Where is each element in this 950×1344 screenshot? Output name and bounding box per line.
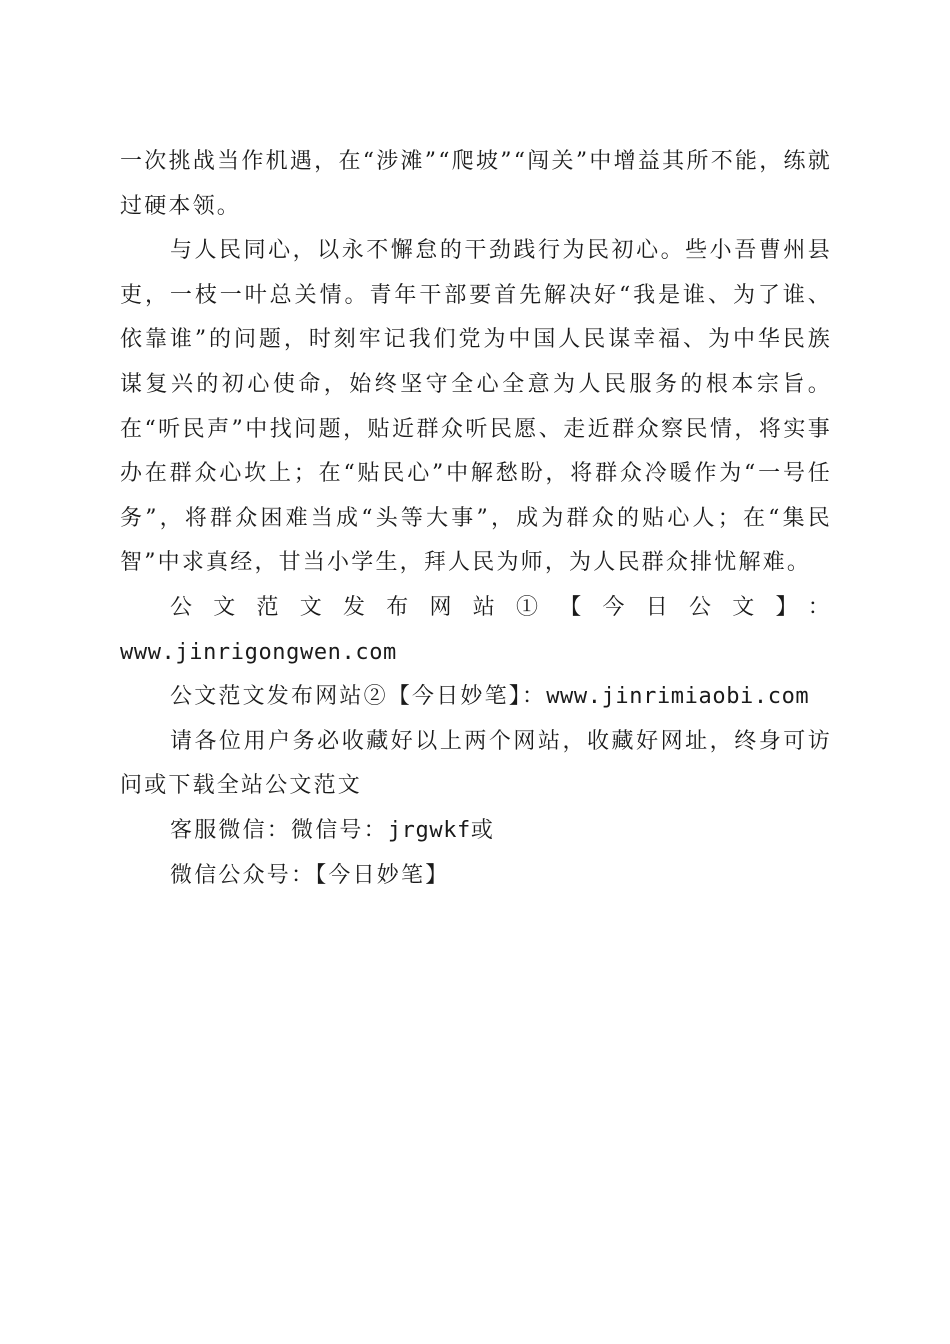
- paragraph-2: 与人民同心，以永不懈怠的干劲践行为民初心。些小吾曹州县吏，一枝一叶总关情。青年干部要首先解决好“我是谁、为了谁、依靠谁”的问题，时刻牢记我们党为中国人民谋幸福、为中华民族谋复兴的初心使命，始终坚守全心全意为人民服务的根本宗旨。在“听民声”中找问题，贴近群众听民愿、走近群众察民情，将实事办在群众心坎上；在“贴民心”中解愁盼，将群众冷暖作为“一号任务”，将群众困难当成“头等大事”，成为群众的贴心人；在“集民智”中求真经，甘当小学生，拜人民为师，为人民群众排忧解难。: [120, 238, 832, 576]
- notice-paragraph: 请各位用户务必收藏好以上两个网站，收藏好网址，终身可访问或下载全站公文范文: [120, 728, 832, 799]
- official-account-line: 微信公众号：【今日妙笔】: [170, 862, 450, 888]
- document-body: [120, 140, 832, 898]
- wechat-or: 或: [470, 817, 496, 843]
- wechat-line: [120, 809, 832, 854]
- wechat-id: jrgwkf: [387, 817, 471, 843]
- site-2-url[interactable]: www.jinrimiaobi.com: [546, 684, 810, 710]
- wechat-label: 客服微信：微信号：: [170, 817, 388, 843]
- site-2-label: 公文范文发布网站②【今日妙笔】：: [170, 684, 547, 710]
- paragraph-1: 一次挑战当作机遇，在“涉滩”“爬坡”“闯关”中增益其所不能，练就过硬本领。: [120, 149, 832, 219]
- site-1-url[interactable]: www.jinrigongwen.com: [120, 639, 397, 665]
- site-1-label: 公文范文发布网站①【今日公文】：: [170, 594, 832, 620]
- site-2-line: [120, 675, 832, 720]
- site-1-line: [120, 586, 832, 675]
